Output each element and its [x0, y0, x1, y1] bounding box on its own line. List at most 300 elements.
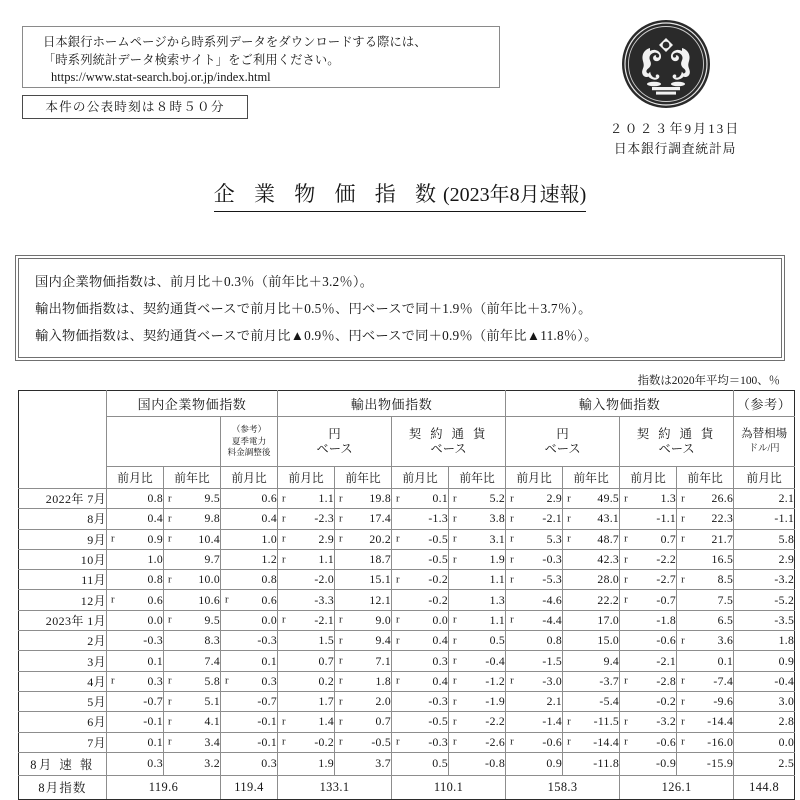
data-cell: [734, 610, 795, 630]
data-cell: [392, 570, 449, 590]
cell-value: 1.9: [489, 553, 506, 567]
preliminary-cell: -0.8: [449, 752, 506, 775]
data-cell: [107, 529, 164, 549]
summary-export: 輸出物価指数は、契約通貨ベースで前月比＋0.5％、円ベースで同＋1.9％（前年比＋3.7％）。: [35, 301, 592, 316]
cell-value: -0.6: [656, 634, 677, 648]
data-cell: [677, 590, 734, 610]
revision-flag: r: [396, 635, 400, 647]
cell-value: 2.1: [778, 492, 795, 506]
revision-flag: r: [681, 513, 685, 525]
col-fx-mom: 前月比: [734, 467, 795, 489]
sub-import-contract: [620, 417, 734, 467]
index-domestic: 119.6: [107, 775, 221, 799]
page-title-sub: (2023年8月速報): [442, 184, 587, 206]
sub-import-contract-l1: 契 約 通 貨: [636, 426, 717, 441]
data-cell: [335, 671, 392, 691]
col-export-yen-mom: 前月比: [278, 467, 335, 489]
cell-value: 1.0: [261, 532, 278, 546]
cell-value: 2.9: [778, 553, 795, 567]
cell-value: -14.4: [707, 715, 734, 729]
data-cell: [278, 590, 335, 610]
cell-value: 0.3: [261, 674, 278, 688]
sub-export-yen: [278, 417, 392, 467]
cell-value: 4.1: [204, 715, 220, 729]
cell-value: -0.5: [428, 553, 449, 567]
data-cell: [677, 610, 734, 630]
table-row-preliminary: [19, 752, 795, 775]
cell-value: 1.5: [318, 634, 335, 648]
cell-value: -0.1: [257, 715, 278, 729]
cell-value: -0.6: [542, 735, 563, 749]
sub-fx-unit: ドル/円: [748, 444, 780, 454]
data-cell: [620, 509, 677, 529]
data-cell: [392, 489, 449, 509]
data-cell: [278, 549, 335, 569]
download-notice-box: [22, 26, 500, 88]
data-cell: [563, 529, 620, 549]
cell-value: -0.3: [428, 695, 449, 709]
cell-value: 3.8: [489, 512, 506, 526]
table-row: [19, 631, 795, 651]
data-cell: [392, 631, 449, 651]
col-export-yen-yoy: 前年比: [335, 467, 392, 489]
data-cell: [164, 631, 221, 651]
data-cell: [392, 712, 449, 732]
data-cell: [677, 732, 734, 752]
index-domestic-ref: 119.4: [221, 775, 278, 799]
data-cell: [620, 570, 677, 590]
cell-value: -2.2: [656, 553, 677, 567]
release-time-box: 本件の公表時刻は８時５０分: [22, 95, 248, 119]
cell-value: -1.5: [542, 654, 563, 668]
cell-value: -2.2: [485, 715, 506, 729]
sub-import-yen-l2: ベース: [544, 441, 581, 456]
corporate-price-index-table: [18, 390, 795, 800]
revision-flag: r: [681, 635, 685, 647]
cell-value: 2.9: [546, 492, 563, 506]
cell-value: 0.4: [432, 674, 449, 688]
table-row: [19, 489, 795, 509]
cell-value: -5.4: [599, 695, 620, 709]
cell-value: -4.4: [542, 613, 563, 627]
sub-export-yen-l2: ベース: [316, 441, 353, 456]
data-cell: [563, 549, 620, 569]
revision-flag: r: [396, 736, 400, 748]
data-cell: [563, 590, 620, 610]
revision-flag: r: [510, 614, 514, 626]
data-cell: [392, 509, 449, 529]
data-cell: [620, 631, 677, 651]
data-cell: [506, 712, 563, 732]
cell-value: -3.7: [599, 674, 620, 688]
data-cell: [221, 549, 278, 569]
revision-flag: r: [168, 533, 172, 545]
revision-flag: r: [567, 716, 571, 728]
data-cell: [164, 529, 221, 549]
data-cell: [107, 549, 164, 569]
data-cell: [449, 509, 506, 529]
cell-value: 21.7: [711, 532, 734, 546]
table-body: [19, 489, 795, 753]
cell-value: 9.5: [204, 492, 220, 506]
cell-value: -7.4: [713, 674, 734, 688]
revision-flag: r: [339, 493, 343, 505]
data-cell: [734, 712, 795, 732]
preliminary-row-label: 8月 速 報: [19, 752, 107, 775]
sub-import-yen-l1: 円: [556, 426, 569, 441]
cell-value: -3.3: [314, 593, 335, 607]
cell-value: 22.3: [711, 512, 734, 526]
cell-value: 1.1: [489, 573, 506, 587]
table-row-index: [19, 775, 795, 799]
cell-value: -5.2: [774, 593, 795, 607]
data-cell: [278, 631, 335, 651]
table-row: [19, 509, 795, 529]
group-domestic: 国内企業物価指数: [107, 391, 278, 417]
cell-value: -3.2: [774, 573, 795, 587]
revision-flag: r: [396, 614, 400, 626]
sub-ref-line1: 夏季電力: [231, 435, 267, 446]
cell-value: 1.1: [318, 492, 335, 506]
publication-date: ２０２３年9月13日: [609, 122, 741, 136]
sub-fx: [734, 417, 795, 467]
cell-value: 8.5: [717, 573, 734, 587]
data-cell: [392, 610, 449, 630]
data-cell: [506, 529, 563, 549]
row-month-label: 3月: [19, 651, 107, 671]
data-cell: [449, 651, 506, 671]
revision-flag: r: [168, 493, 172, 505]
table-header: [19, 391, 795, 489]
revision-flag: r: [681, 716, 685, 728]
table-footer: [19, 752, 795, 799]
cell-value: 7.5: [717, 593, 734, 607]
cell-value: 1.3: [489, 593, 506, 607]
cell-value: 0.1: [432, 492, 449, 506]
cell-value: -0.7: [656, 593, 677, 607]
row-month-label: 11月: [19, 570, 107, 590]
cell-value: -0.2: [428, 593, 449, 607]
cell-value: 3.0: [778, 695, 795, 709]
cell-value: -11.5: [593, 715, 620, 729]
sub-export-yen-l1: 円: [328, 426, 341, 441]
group-import: 輸入物価指数: [506, 391, 734, 417]
revision-flag: r: [681, 736, 685, 748]
group-fx-ref: （参考）: [734, 391, 795, 417]
cell-value: 10.6: [198, 593, 220, 607]
data-cell: [563, 732, 620, 752]
col-import-contract-yoy: 前年比: [677, 467, 734, 489]
notice-line-1: 日本銀行ホームページから時系列データをダウンロードする際には、: [43, 35, 427, 49]
data-cell: [506, 590, 563, 610]
preliminary-cell: 1.9: [278, 752, 335, 775]
revision-flag: r: [567, 493, 571, 505]
revision-flag: r: [168, 736, 172, 748]
cell-value: -1.1: [656, 512, 677, 526]
data-cell: [506, 691, 563, 711]
revision-flag: r: [453, 655, 457, 667]
row-month-label: 2023年 1月: [19, 610, 107, 630]
cell-value: 2.0: [375, 695, 392, 709]
cell-value: -0.4: [774, 674, 795, 688]
cell-value: 43.1: [597, 512, 620, 526]
preliminary-cell: -11.8: [563, 752, 620, 775]
cell-value: 17.0: [597, 613, 620, 627]
revision-flag: r: [282, 533, 286, 545]
sub-fx-label: 為替相場: [741, 428, 788, 440]
revision-flag: r: [567, 533, 571, 545]
revision-flag: r: [624, 493, 628, 505]
data-cell: [620, 590, 677, 610]
data-cell: [449, 570, 506, 590]
cell-value: 9.0: [375, 613, 392, 627]
data-cell: [164, 691, 221, 711]
cell-value: 6.5: [717, 613, 734, 627]
cell-value: 0.1: [261, 654, 278, 668]
data-cell: [734, 489, 795, 509]
preliminary-cell: 0.3: [221, 752, 278, 775]
revision-flag: r: [510, 493, 514, 505]
data-cell: [620, 610, 677, 630]
revision-flag: r: [681, 574, 685, 586]
index-export-contract: 110.1: [392, 775, 506, 799]
cell-value: -0.3: [257, 634, 278, 648]
data-cell: [278, 570, 335, 590]
data-cell: [221, 651, 278, 671]
cell-value: 16.5: [711, 553, 734, 567]
cell-value: 1.7: [318, 695, 335, 709]
cell-value: 1.8: [778, 634, 795, 648]
cell-value: -2.3: [314, 512, 335, 526]
cell-value: -0.7: [257, 695, 278, 709]
cell-value: -1.8: [656, 613, 677, 627]
data-cell: [563, 671, 620, 691]
row-month-label: 2022年 7月: [19, 489, 107, 509]
cell-value: -2.1: [656, 654, 677, 668]
revision-flag: r: [567, 513, 571, 525]
sub-import-yen: [506, 417, 620, 467]
revision-flag: r: [624, 716, 628, 728]
preliminary-cell: -0.9: [620, 752, 677, 775]
data-cell: [734, 549, 795, 569]
data-cell: [563, 712, 620, 732]
data-cell: [392, 732, 449, 752]
cell-value: 19.8: [369, 492, 392, 506]
row-month-label: 6月: [19, 712, 107, 732]
data-cell: [335, 651, 392, 671]
revision-flag: r: [510, 554, 514, 566]
cell-value: 9.7: [204, 553, 220, 567]
data-cell: [506, 549, 563, 569]
data-cell: [107, 509, 164, 529]
revision-flag: r: [453, 696, 457, 708]
data-cell: [164, 590, 221, 610]
revision-flag: r: [624, 594, 628, 606]
data-cell: [620, 712, 677, 732]
data-cell: [392, 691, 449, 711]
cell-value: 0.6: [147, 593, 163, 607]
data-cell: [620, 671, 677, 691]
cell-value: 0.8: [546, 634, 563, 648]
cell-value: 22.2: [597, 593, 620, 607]
data-cell: [221, 610, 278, 630]
cell-value: -0.2: [314, 735, 335, 749]
preliminary-cell: 0.9: [506, 752, 563, 775]
table-row: [19, 732, 795, 752]
table-row: [19, 590, 795, 610]
data-cell: [164, 570, 221, 590]
row-month-label: 5月: [19, 691, 107, 711]
cell-value: 18.7: [369, 553, 392, 567]
data-cell: [221, 590, 278, 610]
data-cell: [107, 631, 164, 651]
issuing-department: 日本銀行調査統計局: [613, 142, 737, 156]
data-cell: [620, 529, 677, 549]
data-cell: [335, 732, 392, 752]
cell-value: -1.1: [774, 512, 795, 526]
cell-value: 2.1: [546, 695, 563, 709]
cell-value: -1.3: [428, 512, 449, 526]
cell-value: 1.4: [318, 715, 335, 729]
table-row: [19, 549, 795, 569]
cell-value: 0.7: [660, 532, 677, 546]
data-cell: [335, 631, 392, 651]
data-cell: [221, 489, 278, 509]
data-cell: [107, 732, 164, 752]
data-cell: [449, 610, 506, 630]
data-cell: [107, 671, 164, 691]
revision-flag: r: [168, 696, 172, 708]
row-month-label: 9月: [19, 529, 107, 549]
revision-flag: r: [624, 574, 628, 586]
page-title-main: 企 業 物 価 指 数: [213, 182, 443, 206]
col-import-contract-mom: 前月比: [620, 467, 677, 489]
revision-flag: r: [624, 736, 628, 748]
data-cell: [164, 732, 221, 752]
data-cell: [335, 610, 392, 630]
cell-value: -3.5: [774, 613, 795, 627]
page-title: [0, 178, 800, 212]
cell-value: 1.8: [375, 674, 392, 688]
data-cell: [563, 570, 620, 590]
cell-value: -2.8: [656, 674, 677, 688]
data-cell: [677, 549, 734, 569]
data-cell: [335, 509, 392, 529]
data-cell: [734, 509, 795, 529]
revision-flag: r: [282, 513, 286, 525]
revision-flag: r: [624, 554, 628, 566]
row-month-label: 7月: [19, 732, 107, 752]
cell-value: -0.5: [428, 715, 449, 729]
notice-line-2: 「時系列統計データ検索サイト」をご利用ください。: [43, 53, 340, 67]
cell-value: 0.9: [147, 532, 163, 546]
index-row-label: 8月指数: [19, 775, 107, 799]
revision-flag: r: [339, 513, 343, 525]
revision-flag: r: [282, 493, 286, 505]
cell-value: 1.0: [147, 553, 163, 567]
cell-value: 42.3: [597, 553, 620, 567]
cell-value: 17.4: [369, 512, 392, 526]
cell-value: 1.2: [261, 553, 278, 567]
data-cell: [107, 489, 164, 509]
data-cell: [449, 732, 506, 752]
revision-flag: r: [567, 736, 571, 748]
preliminary-cell: 0.5: [392, 752, 449, 775]
cell-value: -0.4: [485, 654, 506, 668]
cell-value: 0.9: [778, 654, 795, 668]
data-cell: [221, 712, 278, 732]
cell-value: 10.0: [198, 573, 220, 587]
table-row: [19, 671, 795, 691]
cell-value: 1.3: [660, 492, 677, 506]
data-cell: [620, 691, 677, 711]
revision-flag: r: [453, 533, 457, 545]
data-cell: [677, 509, 734, 529]
summary-box: [18, 258, 782, 358]
cell-value: 9.4: [603, 654, 620, 668]
data-cell: [107, 610, 164, 630]
corner-cell: [19, 391, 107, 489]
cell-value: 0.1: [147, 735, 163, 749]
data-cell: [164, 489, 221, 509]
data-cell: [506, 732, 563, 752]
data-cell: [392, 529, 449, 549]
revision-flag: r: [111, 675, 115, 687]
revision-flag: r: [111, 594, 115, 606]
cell-value: -0.2: [428, 573, 449, 587]
cell-value: 3.1: [489, 532, 506, 546]
cell-value: 0.3: [147, 674, 163, 688]
cell-value: 2.9: [318, 532, 335, 546]
data-cell: [734, 590, 795, 610]
cell-value: -5.3: [542, 573, 563, 587]
cell-value: 15.1: [369, 573, 392, 587]
data-cell: [278, 610, 335, 630]
index-export-yen: 133.1: [278, 775, 392, 799]
data-cell: [734, 732, 795, 752]
cell-value: 0.6: [261, 593, 278, 607]
cell-value: 0.2: [318, 674, 335, 688]
data-cell: [506, 570, 563, 590]
summary-import: 輸入物価指数は、契約通貨ベースで前月比▲0.9％、円ベースで同＋0.9％（前年比▲11.8％）。: [35, 328, 598, 343]
cell-value: -1.2: [485, 674, 506, 688]
data-cell: [449, 671, 506, 691]
revision-flag: r: [339, 696, 343, 708]
row-month-label: 8月: [19, 509, 107, 529]
data-cell: [278, 509, 335, 529]
cell-value: 49.5: [597, 492, 620, 506]
data-cell: [392, 590, 449, 610]
cell-value: -0.3: [143, 634, 163, 648]
data-cell: [164, 549, 221, 569]
data-cell: [449, 590, 506, 610]
data-cell: [335, 489, 392, 509]
cell-value: 0.7: [318, 654, 335, 668]
data-cell: [164, 712, 221, 732]
data-cell: [734, 671, 795, 691]
cell-value: -2.1: [542, 512, 563, 526]
revision-flag: r: [681, 696, 685, 708]
stat-search-url[interactable]: https://www.stat-search.boj.or.jp/index.html: [51, 70, 271, 84]
data-cell: [107, 651, 164, 671]
revision-flag: r: [453, 716, 457, 728]
revision-flag: r: [510, 574, 514, 586]
revision-flag: r: [453, 635, 457, 647]
revision-flag: r: [396, 574, 400, 586]
revision-flag: r: [396, 493, 400, 505]
cell-value: 0.3: [432, 654, 449, 668]
data-cell: [620, 651, 677, 671]
